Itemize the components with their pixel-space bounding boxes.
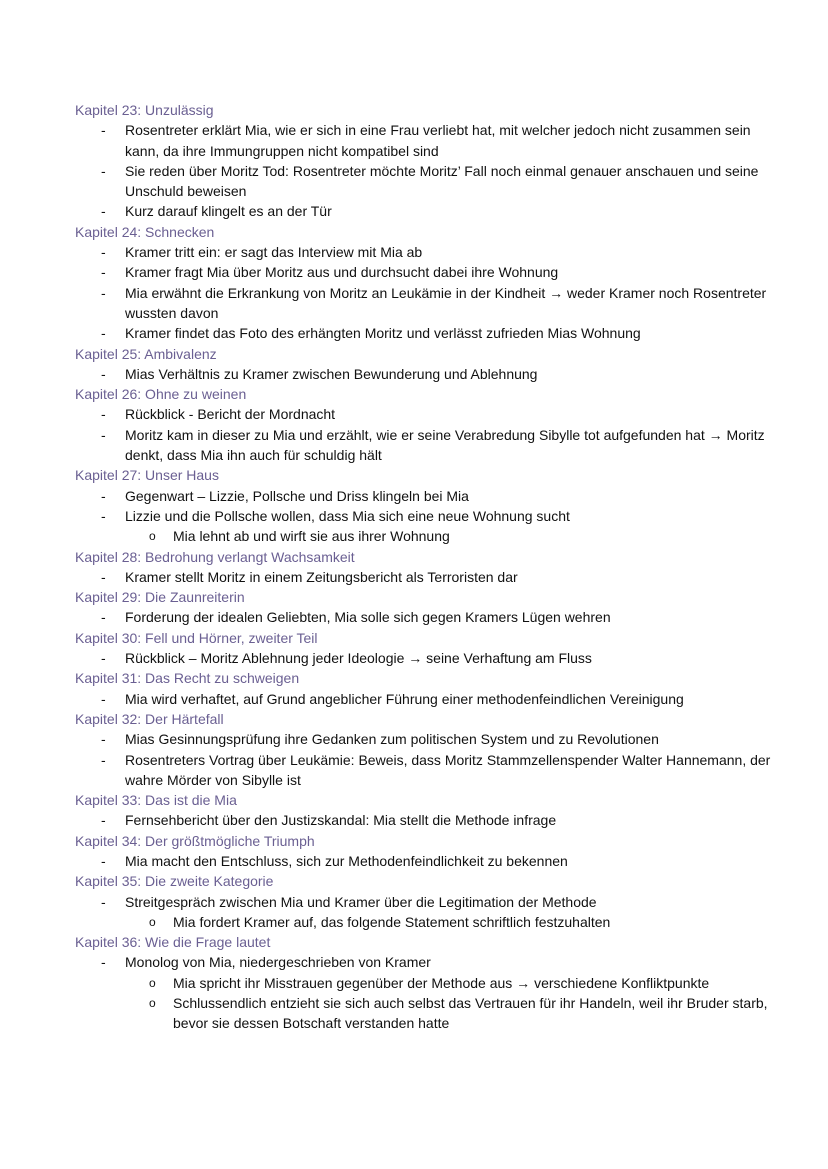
dash-bullet-icon: - bbox=[101, 568, 106, 585]
list-item bbox=[75, 120, 775, 161]
dash-bullet-icon: - bbox=[101, 812, 106, 829]
list-item bbox=[75, 729, 775, 749]
dash-bullet-icon: - bbox=[101, 406, 106, 423]
chapter-heading: Kapitel 36: Wie die Frage lautet bbox=[75, 934, 271, 951]
sub-list bbox=[125, 973, 775, 1034]
bullet-list bbox=[75, 242, 775, 343]
list-item-text: Mias Verhältnis zu Kramer zwischen Bewunderung und Ablehnung bbox=[125, 365, 538, 382]
list-item-text: Gegenwart – Lizzie, Pollsche und Driss klingeln bei Mia bbox=[125, 487, 469, 504]
list-item bbox=[75, 486, 775, 506]
sub-list bbox=[125, 912, 775, 932]
dash-bullet-icon: - bbox=[101, 650, 106, 667]
sub-list-item-text: Mia lehnt ab und wirft sie aus ihrer Wohnung bbox=[173, 528, 450, 545]
list-item bbox=[75, 404, 775, 424]
list-item bbox=[75, 425, 775, 466]
sub-list-item bbox=[125, 993, 775, 1034]
list-item bbox=[75, 323, 775, 343]
chapter-heading: Kapitel 29: Die Zaunreiterin bbox=[75, 589, 245, 606]
dash-bullet-icon: - bbox=[101, 954, 106, 971]
list-item-text: Rosentreters Vortrag über Leukämie: Beweis, dass Moritz Stammzellenspender Walter Hannemann, der wahre Mörder von Sibylle ist bbox=[125, 751, 771, 788]
bullet-list bbox=[75, 851, 775, 871]
list-item-text: Mia macht den Entschluss, sich zur Methodenfeindlichkeit zu bekennen bbox=[125, 852, 568, 869]
list-item-text: Rückblick - Bericht der Mordnacht bbox=[125, 406, 336, 423]
dash-bullet-icon: - bbox=[101, 487, 106, 504]
list-item-text: Moritz kam in dieser zu Mia und erzählt, wie er seine Verabredung Sibylle tot aufgefunden hat → Moritz denkt, dass Mia ihn auch für schuldig hält bbox=[125, 426, 765, 464]
bullet-list bbox=[75, 364, 775, 384]
list-item bbox=[75, 750, 775, 791]
chapter-heading: Kapitel 31: Das Recht zu schweigen bbox=[75, 670, 300, 687]
dash-bullet-icon: - bbox=[101, 284, 106, 301]
circle-bullet-icon: o bbox=[149, 529, 156, 544]
list-item bbox=[75, 283, 775, 324]
dash-bullet-icon: - bbox=[101, 325, 106, 342]
list-item bbox=[75, 892, 775, 933]
dash-bullet-icon: - bbox=[101, 893, 106, 910]
chapter-heading: Kapitel 35: Die zweite Kategorie bbox=[75, 873, 274, 890]
list-item bbox=[75, 952, 775, 1033]
bullet-list bbox=[75, 892, 775, 933]
list-item-text: Fernsehbericht über den Justizskandal: Mia stellt die Methode infrage bbox=[125, 812, 557, 829]
circle-bullet-icon: o bbox=[149, 996, 156, 1011]
list-item-text: Kramer stellt Moritz in einem Zeitungsbericht als Terroristen dar bbox=[125, 568, 518, 585]
dash-bullet-icon: - bbox=[101, 852, 106, 869]
list-item-text: Streitgespräch zwischen Mia und Kramer über die Legitimation der Methode bbox=[125, 893, 597, 910]
dash-bullet-icon: - bbox=[101, 751, 106, 768]
dash-bullet-icon: - bbox=[101, 731, 106, 748]
bullet-list bbox=[75, 689, 775, 709]
list-item bbox=[75, 161, 775, 202]
bullet-list bbox=[75, 486, 775, 547]
sub-list bbox=[125, 526, 775, 546]
chapter-heading: Kapitel 24: Schnecken bbox=[75, 223, 215, 240]
dash-bullet-icon: - bbox=[101, 690, 106, 707]
list-item-text: Kurz darauf klingelt es an der Tür bbox=[125, 203, 332, 220]
chapter-heading: Kapitel 32: Der Härtefall bbox=[75, 710, 224, 727]
list-item bbox=[75, 242, 775, 262]
list-item bbox=[75, 810, 775, 830]
circle-bullet-icon: o bbox=[149, 914, 156, 929]
chapter-heading: Kapitel 28: Bedrohung verlangt Wachsamkeit bbox=[75, 548, 355, 565]
list-item-text: Lizzie und die Pollsche wollen, dass Mia sich eine neue Wohnung sucht bbox=[125, 507, 570, 524]
bullet-list bbox=[75, 729, 775, 790]
list-item bbox=[75, 607, 775, 627]
list-item bbox=[75, 506, 775, 547]
list-item-text: Forderung der idealen Geliebten, Mia solle sich gegen Kramers Lügen wehren bbox=[125, 609, 611, 626]
chapter-heading: Kapitel 25: Ambivalenz bbox=[75, 345, 217, 362]
sub-list-item-text: Mia spricht ihr Misstrauen gegenüber der Methode aus → verschiedene Konfliktpunkte bbox=[173, 974, 710, 991]
chapter-heading: Kapitel 26: Ohne zu weinen bbox=[75, 386, 247, 403]
chapter-heading: Kapitel 30: Fell und Hörner, zweiter Teil bbox=[75, 629, 318, 646]
dash-bullet-icon: - bbox=[101, 162, 106, 179]
dash-bullet-icon: - bbox=[101, 365, 106, 382]
bullet-list bbox=[75, 567, 775, 587]
list-item-text: Kramer tritt ein: er sagt das Interview mit Mia ab bbox=[125, 244, 423, 261]
dash-bullet-icon: - bbox=[101, 122, 106, 139]
list-item-text: Kramer fragt Mia über Moritz aus und durchsucht dabei ihre Wohnung bbox=[125, 264, 559, 281]
list-item-text: Rosentreter erklärt Mia, wie er sich in eine Frau verliebt hat, mit welcher jedoch nicht zusammen sein kann, da ihre Immungruppen nicht kompatibel sind bbox=[125, 122, 751, 159]
list-item bbox=[75, 364, 775, 384]
list-item-text: Kramer findet das Foto des erhängten Moritz und verlässt zufrieden Mias Wohnung bbox=[125, 325, 641, 342]
dash-bullet-icon: - bbox=[101, 203, 106, 220]
bullet-list bbox=[75, 952, 775, 1033]
sub-list-item-text: Schlussendlich entzieht sie sich auch selbst das Vertrauen für ihr Handeln, weil ihr Bruder starb, bevor sie dessen Botschaft verstanden hatte bbox=[173, 995, 768, 1032]
bullet-list bbox=[75, 810, 775, 830]
chapter-heading: Kapitel 33: Das ist die Mia bbox=[75, 792, 237, 809]
dash-bullet-icon: - bbox=[101, 264, 106, 281]
bullet-list bbox=[75, 607, 775, 627]
sub-list-item-text: Mia fordert Kramer auf, das folgende Statement schriftlich festzuhalten bbox=[173, 913, 611, 930]
chapter-heading: Kapitel 23: Unzulässig bbox=[75, 102, 214, 118]
list-item bbox=[75, 201, 775, 221]
sub-list-item bbox=[125, 526, 775, 546]
chapter-heading: Kapitel 27: Unser Haus bbox=[75, 467, 219, 484]
list-item bbox=[75, 567, 775, 587]
list-item bbox=[75, 851, 775, 871]
dash-bullet-icon: - bbox=[101, 507, 106, 524]
bullet-list bbox=[75, 404, 775, 465]
bullet-list bbox=[75, 120, 775, 221]
document-body bbox=[75, 100, 775, 1034]
dash-bullet-icon: - bbox=[101, 244, 106, 261]
list-item-text: Rückblick – Moritz Ablehnung jeder Ideologie → seine Verhaftung am Fluss bbox=[125, 650, 592, 667]
sub-list-item bbox=[125, 973, 775, 993]
list-item bbox=[75, 648, 775, 668]
list-item-text: Mias Gesinnungsprüfung ihre Gedanken zum politischen System und zu Revolutionen bbox=[125, 731, 659, 748]
circle-bullet-icon: o bbox=[149, 975, 156, 990]
dash-bullet-icon: - bbox=[101, 609, 106, 626]
bullet-list bbox=[75, 648, 775, 668]
dash-bullet-icon: - bbox=[101, 426, 106, 443]
list-item-text: Mia erwähnt die Erkrankung von Moritz an Leukämie in der Kindheit → weder Kramer noch Rosentreter wussten davon bbox=[125, 284, 767, 321]
list-item-text: Mia wird verhaftet, auf Grund angeblicher Führung einer methodenfeindlichen Vereinigung bbox=[125, 690, 684, 707]
sub-list-item bbox=[125, 912, 775, 932]
list-item-text: Sie reden über Moritz Tod: Rosentreter möchte Moritz’ Fall noch einmal genauer anschauen und seine Unschuld beweisen bbox=[125, 162, 759, 200]
list-item bbox=[75, 262, 775, 282]
list-item bbox=[75, 689, 775, 709]
list-item-text: Monolog von Mia, niedergeschrieben von Kramer bbox=[125, 954, 431, 971]
chapter-heading: Kapitel 34: Der größtmögliche Triumph bbox=[75, 832, 315, 849]
